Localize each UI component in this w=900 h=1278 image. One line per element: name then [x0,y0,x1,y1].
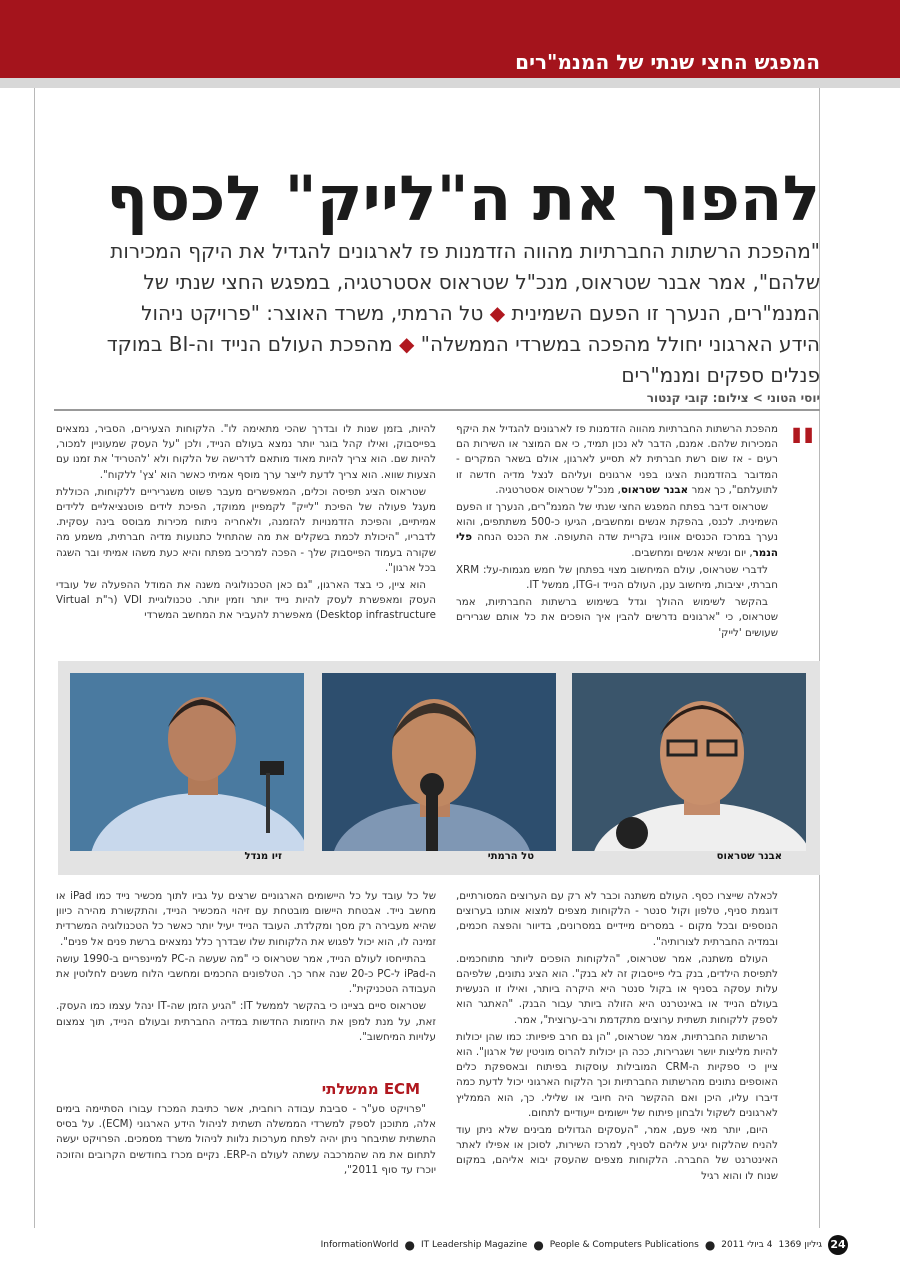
page-footer [321,1236,848,1254]
lead-part-2: טל הרמתי, משרד האוצר: "פרויקט ניהול הידע הארגוני יחולל מהפכה במשרדי הממשלה" [141,301,820,356]
photo-ziv-mandel [70,673,304,851]
quote-mark-icon: " [788,417,818,483]
lead-part-3: מהפכת העולם הנייד וה-BI במוקד פנלים ספקים ומנמ"רים [106,332,820,387]
paragraph: של כל עובד על כל היישומים הארגוניים שרצים על גביו לתוך מכשיר נייד כמו iPad או מחשב נייד. אבטחת היישום מובטחת עם זיהוי המכשיר הנייד, והתקשורת מהירה כיוון שהיא מעבירה רק מסך ומקלדת. העובד הנייד יעיל יותר כאשר כל הטכנולוגיה המשרדית זמינה לו, הוא יכול לפגוש את הלקוחות שלו שבדרך כלל נמצאים ברשת פנים אל פנים". [56,890,436,948]
page-number: 24 [828,1235,848,1255]
photo-avner-strauss [572,673,806,851]
paragraph: בהקשר לשימוש ההולך וגדל בשימוש ברשתות החברתיות, אמר שטראוס, כי "ארגונים נדרשים להבין איך הופכים את כל אותם שגרירים שעושים 'לייק' [456,596,778,639]
magazine: InformationWorld [320,1240,399,1250]
photo-tal-harmati [322,673,556,851]
byline: יוסי הטוני > צילום: קובי קנטור [646,391,820,405]
issue-date: 4 ביולי 2011 [721,1240,773,1250]
paragraph: העולם משתנה, אמר שטראוס, "הלקוחות הופכים ליותר מתוחכמים. לתפיסת הילדים, בנק בלי פייסבוק זה לא בנק". הוא הציג נתונים, שלפיהם עלות עסקה בסניף או בקול סנטר היא היקרה ביותר, ואילו זו הנעשית בעולם הנייד או באינטרנט היא הזולה ביותר עבור הבנק. "האתגר הוא לספק ללקוחות תשתית ערוצים מתקדמת ורב-ערוצית", אמר. [456,952,778,1026]
section-banner [0,0,900,78]
paragraph: להיות, בזמן שנות לו ובדרך שהכי מתאימה לו". הלקוחות הצעירים, הסביר, נמצאים בפייסבוק, ואילו קהל בוגר יותר נמצא בעולם הנייד, ולכן "על העסק שמעוניין למכור, להיות שם. הוא צריך להיות מאוד מותאם לדרישה של הלקוח ולא 'להטריד' את זמנו עם הצעות שווא. הוא צריך לדעת לייצר ערך מוסף אמיתי כאשר הוא 'צץ' ללקוח". [56,423,436,481]
subhead: ECM ממשלתי [321,1080,420,1098]
publisher: People & Computers Publications [549,1240,699,1250]
column-right-top [456,422,778,644]
magazine: IT Leadership Magazine [421,1240,528,1250]
paragraph: "פרויקט סע"ר - סביבת עבודה רוחבית, אשר כתיבת המכרז עבורו הסתיימה בימים אלה, מתוכנן לספק למשרדי הממשלה תשתית לניהול הידע הארגוני (ECM). על בסיס התשתית שתיבחר ניתן יהיה לפתח מערכות נלוות לניהול משרד מסמכים. הפרויקט יעשה לתחום את מה שהמרכבה עשתה לעולם ה-ERP. נקיים מכרז בחודשים הקרובים והזוכה יוכרז עד סוף 2011", [56,1103,436,1176]
paragraph: שטראוס סיים בציינו כי בהקשר לממשל IT: "הגיע הזמן שה-IT ינהל עצמו כמו העסק. זאת, על מנת למפן את היוזמות החדשות במדיה החברתית ובעולם הנייד, תוך צמצום עלויות המיחשוב". [56,1000,436,1043]
article-lead [100,236,820,391]
column-left-bottom [56,889,436,1075]
photo-caption: אבנר שטראוס [716,851,782,862]
column-left-top [56,422,436,644]
section-title: המפגש החצי שנתי של המנמ"רים [515,50,820,74]
paragraph: מהפכת הרשתות החברתיות מהווה הזדמנות פז לארגונים להגדיל את היקף המכירות שלהם. אמנם, הדבר לא נכון תמיד, כי אם המוצר או השירות הם רעים - אז שום רשת חברתית לא תסייע לארגון, אולם בשאר המקרים - המדובר בהזדמנות הציגו בפני ארגונים ועליהם לנצל מדיה חדשה זו לתועלתם", כך אמר אבנר שטראוס, מנכ"ל שטראוס אסטרטגיה. [456,423,778,496]
paragraph: לכאלה שייצרו כסף. העולם משתנה וכבר לא רק עם הערוצים המסורתיים, דוגמת סניף, טלפון וקול סנטר - הלקוחות מצפים למצוא אותנו בערוצים הנוספים ובכל מקום - במסרים מיידיים במסרונים, בדיוור והפצה חכמים, ובמדיה החברתית לצורותיה". [456,890,778,948]
column-right-bottom [456,889,778,1219]
lead-separator-icon: ◆ [489,301,506,325]
byline-rule [54,409,820,411]
photo-caption: טל הרמתי [487,851,534,862]
paragraph: בהתייחסו לעולם הנייד, אמר שטראוס כי "מה שעשה ה-PC למיינפריים ב-1990 עושה ה-iPad ל-PC כ-20 שנה אחר כך. הטלפונים החכמים ומחשבי הלוח משנים לחלוטין את העבודה הטכניקית". [56,952,436,996]
issue-number: גיליון 1369 [778,1240,822,1250]
paragraph: היום, יותר מאי פעם, אמר, "העסקים הגדולים מבינים שלא ניתן עוד להניח שהלקוח יגיע אליהם לסניף, למרכז השירות, לסוכן או אפילו לאתר האינטרנט של החברה. הלקוחות מצפים שהעסק יבוא אליהם, במקום שנוח לו והוא רגיל [456,1124,778,1182]
banner-band [0,78,900,88]
person-name: אבנר שטראוס [620,483,689,496]
bullet-icon: ● [704,1238,716,1252]
bullet-icon: ● [404,1238,415,1252]
column-left-bottom-2 [56,1102,436,1222]
paragraph: לדברי שטראוס, עולם המיחשוב מצוי בפתחן של חמש מגמות-על: XRM חברתי, יציבות, מיחשוב ענן, העולם הנייד ו-ITG, ממשל IT. [456,563,778,592]
paragraph: הרשתות החברתיות, אמר שטראוס, "הן גם חרב פיפיות: כמו שהן יכולות להיות מליצות יושר ושגרירות, ככה הן יכולות להרוס מוניטין של ארגון". הוא ציין כי ספקיות ה-CRM המובילות עוסקות בפיתוח ובאספקת כלים האוספים נתונים מהרשתות החברתיות וכך הלקוח הארגוני יכול לדעת כמה דיברו עליו, היכן ואם ההקשר היה חיובי או שלילי. כך, הוא הממליץ לארגונים לשקול ולבחון פיתוח של יישומים ייעודיים לתחום. [456,1030,778,1119]
paragraph: הוא ציין, כי בצד הארגון, "גם כאן הטכנולוגיה משנה את המודל ההפעלה של עובדי העסק ומאפשרת לעסק להיות נייד יותר וזמין יותר. טכנולוגיית VDI (ר"ת Virtual Desktop infrastructure) מאפשרת להעביר את המחשב המשרדי [56,579,436,622]
article-title: להפוך את ה"לייק" לכסף [106,162,820,235]
bullet-icon: ● [533,1238,544,1252]
lead-part-1: "מהפכת הרשתות החברתיות מהווה הזדמנות פז לארגונים להגדיל את היקף המכירות שלהם", אמר אבנר שטראוס, מנכ"ל שטראוס אסטרטגיה, במפגש החצי שנתי של המנמ"רים, הנערך זו הפעם השמינית [110,239,820,325]
lead-separator-icon: ◆ [399,332,415,356]
person-name: פלי הנמר [456,531,778,559]
paragraph: שטראוס הציג תפיסה וכלים, המאפשרים מעבר פשוט משגריריים ללקוחות, הכוללת מעגל פעולה של הפיכת "לייק" לקמפיין ממוקד, הפיכת לידים פוטנציאליים ללידים אמיתיים, והפיכת הזדמנויות להזמנה, ולאחריה ניתוח מכירות מבוסס בינה עסקית. לדבריו, "היכולת לכמת בשקלים את מה שהתחיל כתנועות מדיה חברתית, משמע מה שקורה בעמוד הפייסבוק שלך - הפכה למרכיב מפתח והיא כעת משהו אמיתי ובר השגה בכל ארגון". [56,485,436,574]
photo-caption: זיו מנדל [244,851,282,862]
paragraph: שטראוס דיבר בפתח המפגש החצי שנתי של המנמ"רים, הנערך זו הפעם השמינית. לכנס, בהפקת אנשים ומחשבים, הגיעו כ-500 משתתפים, והוא נערך במרכז הכנסים אווניו בקריית שדה התעופה. את הכנס הנחה פלי הנמר, יום ונשיא אנשים ומחשבים. [456,501,778,559]
